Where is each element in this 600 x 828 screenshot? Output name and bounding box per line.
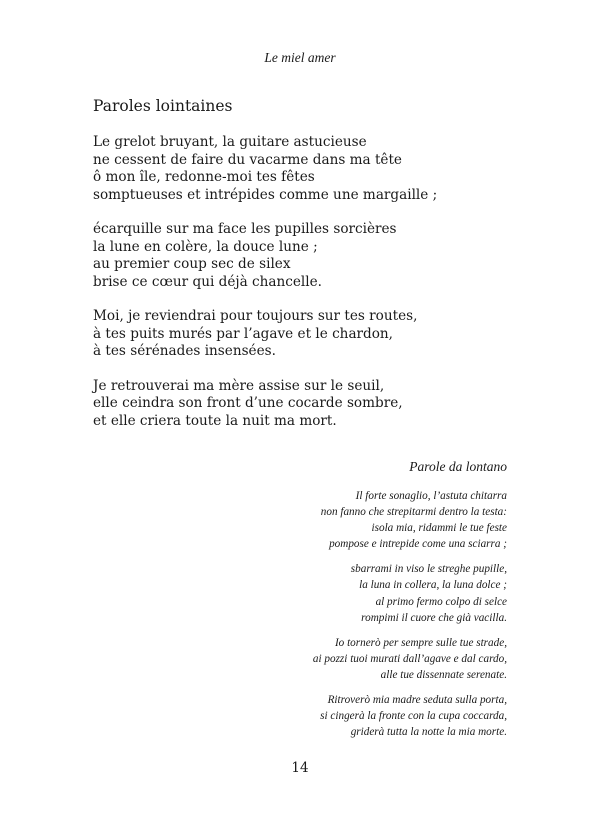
translation-line: la luna in collera, la luna dolce ; [359, 579, 507, 592]
translation-stanza-2 [187, 561, 507, 625]
poem-line: elle ceindra son front d’une cocarde sombre, [93, 395, 403, 411]
translation-line: sbarrami in viso le streghe pupille, [350, 563, 507, 576]
translation-line: Ritroverò mia madre seduta sulla porta, [327, 694, 507, 707]
translation-line: si cingerà la fronte con la cupa coccarda, [320, 710, 507, 723]
poem-line: Je retrouverai ma mère assise sur le seuil, [93, 377, 385, 394]
poem-line: à tes puits murés par l’agave et le chardon, [93, 325, 394, 342]
translation-line: Io tornerò per sempre sulle tue strade, [334, 636, 507, 649]
poem-line: ô mon île, redonne-moi tes fêtes [93, 169, 315, 185]
translation-line: alle tue dissennate serenate. [380, 668, 507, 681]
poem-line: au premier coup sec de silex [93, 256, 291, 272]
running-title: Le miel amer [264, 50, 336, 65]
poem-title: Paroles lointaines [93, 97, 233, 115]
translation-line: pompose e intrepide come una sciarra ; [329, 538, 507, 551]
poem-stanza-2 [93, 221, 533, 291]
poem-stanza-1 [93, 134, 533, 204]
poem-line: somptueuses et intrépides comme une margaille ; [93, 186, 438, 203]
poem-stanza-4 [93, 378, 533, 431]
translation-line: griderà tutta la notte la mia morte. [350, 726, 507, 739]
poem-line: écarquille sur ma face les pupilles sorcières [93, 221, 397, 237]
main-poem [93, 96, 533, 447]
translation-stanza-3 [187, 635, 507, 683]
translation-poem [187, 458, 507, 749]
poem-line: à tes sérénades insensées. [93, 343, 276, 359]
poem-line: la lune en colère, la douce lune ; [93, 238, 318, 255]
poem-line: Le grelot bruyant, la guitare astucieuse [93, 134, 367, 150]
translation-title: Parole da lontano [409, 459, 507, 474]
poem-stanza-3 [93, 308, 533, 361]
poem-line: ne cessent de faire du vacarme dans ma tête [93, 151, 402, 168]
poem-line: Moi, je reviendrai pour toujours sur tes routes, [93, 308, 418, 324]
translation-line: Il forte sonaglio, l’astuta chitarra [355, 490, 507, 502]
translation-stanza-1 [187, 488, 507, 552]
translation-line: non fanno che strepitarmi dentro la testa: [320, 506, 507, 519]
translation-line: rompimi il cuore che già vacilla. [361, 611, 507, 624]
translation-line: isola mia, ridammi le tue feste [371, 522, 507, 535]
translation-line: al primo fermo colpo di selce [375, 595, 507, 608]
poem-line: et elle criera toute la nuit ma mort. [93, 412, 337, 429]
page-number: 14 [291, 760, 309, 776]
translation-line: ai pozzi tuoi murati dall’agave e dal cardo, [312, 652, 507, 665]
translation-stanza-4 [187, 692, 507, 740]
poem-line: brise ce cœur qui déjà chancelle. [93, 273, 322, 290]
